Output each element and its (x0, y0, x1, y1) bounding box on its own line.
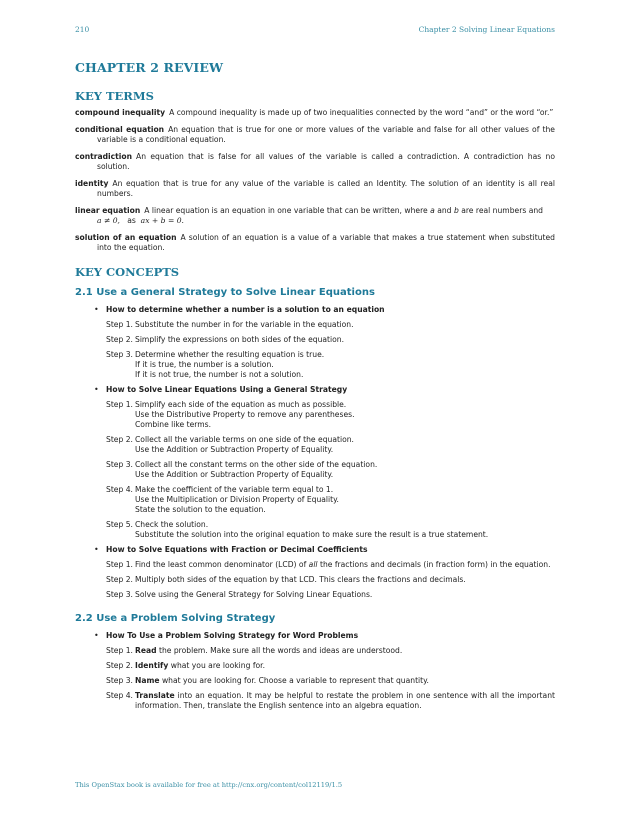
list-item (75, 385, 555, 540)
step-text: If it is true, the number is a solution. (135, 360, 274, 369)
term-definition: An equation that is true for one or more values of the variable and false for all other values of the variable is a conditional equation. (97, 125, 555, 144)
step-text: Check the solution. (135, 520, 209, 529)
step-text: into an equation. It may be helpful to restate the problem in one sentence with all the important information. Then, translate the English sentence into an algebra equation. (135, 691, 555, 710)
step-label: Step 1. (106, 320, 133, 329)
term-name: compound inequality (75, 108, 166, 117)
step (106, 661, 555, 671)
step-text: the problem. Make sure all the words and ideas are understood. (158, 646, 403, 655)
step-text: Use the Distributive Property to remove any parentheses. (135, 410, 355, 419)
step-text: what you are looking for. (170, 661, 265, 670)
term-entry (75, 125, 555, 145)
step-text: Make the coefficient of the variable term equal to 1. (135, 485, 334, 494)
step-keyword: Translate (135, 691, 175, 700)
term-definition-cont: are real numbers and (461, 206, 543, 215)
math-a-not-zero: a ≠ 0, (97, 216, 120, 225)
step-text: Combine like terms. (135, 420, 212, 429)
step-text: the fractions and decimals (in fraction form) in the equation. (319, 560, 551, 569)
step-emphasis: all (308, 560, 318, 569)
term-entry (75, 233, 555, 253)
step (106, 646, 555, 656)
step (106, 350, 555, 380)
step-text: Substitute the solution into the original equation to make sure the result is a true statement. (135, 530, 489, 539)
step-text: Simplify each side of the equation as much as possible. (135, 400, 347, 409)
step-label: Step 4. (106, 485, 133, 494)
list-item (75, 545, 555, 600)
step-label: Step 3. (106, 590, 133, 599)
step-label: Step 3. (106, 350, 133, 359)
step-text: Substitute the number in for the variable in the equation. (135, 320, 354, 329)
bullet-title: • How to determine whether a number is a solution to an equation (106, 305, 385, 314)
step-text: If it is not true, the number is not a solution. (135, 370, 304, 379)
page-content (75, 60, 555, 716)
term-name: conditional equation (75, 125, 165, 134)
step-text: State the solution to the equation. (135, 505, 266, 514)
key-terms-heading: KEY TERMS (75, 89, 154, 103)
term-definition: A linear equation is an equation in one variable that can be written, where (144, 206, 428, 215)
bullet-title: • How to Solve Linear Equations Using a General Strategy (106, 385, 348, 394)
step-label: Step 2. (106, 435, 133, 444)
page-header (75, 25, 555, 37)
key-concepts-heading: KEY CONCEPTS (75, 265, 180, 279)
step-label: Step 4. (106, 691, 133, 700)
step-label: Step 5. (106, 520, 133, 529)
step-label: Step 3. (106, 676, 133, 685)
list-item (75, 631, 555, 711)
step-text: Determine whether the resulting equation is true. (135, 350, 325, 359)
step (106, 460, 555, 480)
step-text: Multiply both sides of the equation by that LCD. This clears the fractions and decimals. (135, 575, 466, 584)
variable-a: a (430, 206, 435, 215)
step-text: Collect all the variable terms on one side of the equation. (135, 435, 354, 444)
step (106, 400, 555, 430)
step (106, 560, 555, 570)
page-number: 210 (75, 25, 90, 34)
step-text: Use the Addition or Subtraction Property of Equality. (135, 470, 334, 479)
page-footer: This OpenStax book is available for free at http://cnx.org/content/col12119/1.5 (75, 781, 343, 789)
bullet-title: • How to Solve Equations with Fraction or Decimal Coefficients (106, 545, 368, 554)
term-name: contradiction (75, 152, 133, 161)
step-label: Step 2. (106, 575, 133, 584)
step (106, 691, 555, 711)
concept-list (75, 631, 555, 711)
step-text: what you are looking for. Choose a variable to represent that quantity. (161, 676, 429, 685)
step (106, 435, 555, 455)
as-word: as (127, 216, 136, 225)
step-label: Step 1. (106, 646, 133, 655)
and-word: and (437, 206, 452, 215)
step (106, 485, 555, 515)
term-definition: An equation that is true for any value of the variable is called an Identity. The solution of an identity is all real numbers. (97, 179, 555, 198)
step-label: Step 1. (106, 400, 133, 409)
step (106, 335, 555, 345)
step-label: Step 2. (106, 661, 133, 670)
section-title: 2.2 Use a Problem Solving Strategy (75, 613, 276, 624)
review-title: CHAPTER 2 REVIEW (75, 60, 224, 75)
term-entry (75, 206, 555, 226)
term-name: solution of an equation (75, 233, 177, 242)
step (106, 575, 555, 585)
list-item (75, 305, 555, 380)
variable-b: b (453, 206, 459, 215)
term-entry (75, 152, 555, 172)
step-text: Collect all the constant terms on the other side of the equation. (135, 460, 378, 469)
step-text: Find the least common denominator (LCD) of (135, 560, 307, 569)
term-entry (75, 108, 555, 118)
term-entry (75, 179, 555, 199)
chapter-title: Chapter 2 Solving Linear Equations (418, 25, 555, 34)
step-label: Step 1. (106, 560, 133, 569)
term-definition: A solution of an equation is a value of a variable that makes a true statement when substituted into the equation. (97, 233, 555, 252)
math-linear-form: ax + b = 0. (140, 216, 184, 225)
concept-list (75, 305, 555, 600)
step (106, 676, 555, 686)
step-keyword: Read (135, 646, 157, 655)
step (106, 590, 555, 600)
step-text: Use the Addition or Subtraction Property of Equality. (135, 445, 334, 454)
term-name: identity (75, 179, 109, 188)
section-title: 2.1 Use a General Strategy to Solve Linear Equations (75, 287, 375, 298)
term-name: linear equation (75, 206, 141, 215)
step-text: Use the Multiplication or Division Property of Equality. (135, 495, 339, 504)
step (106, 520, 555, 540)
bullet-title: • How To Use a Problem Solving Strategy for Word Problems (106, 631, 359, 640)
term-definition: An equation that is false for all values of the variable is called a contradiction. A contradiction has no solution. (97, 152, 555, 171)
step-keyword: Name (135, 676, 160, 685)
step-keyword: Identify (135, 661, 169, 670)
step-label: Step 3. (106, 460, 133, 469)
step-label: Step 2. (106, 335, 133, 344)
step-text: Solve using the General Strategy for Solving Linear Equations. (135, 590, 373, 599)
step (106, 320, 555, 330)
step-text: Simplify the expressions on both sides of the equation. (135, 335, 345, 344)
term-definition: A compound inequality is made up of two inequalities connected by the word “and” or the word “or.” (169, 108, 554, 117)
